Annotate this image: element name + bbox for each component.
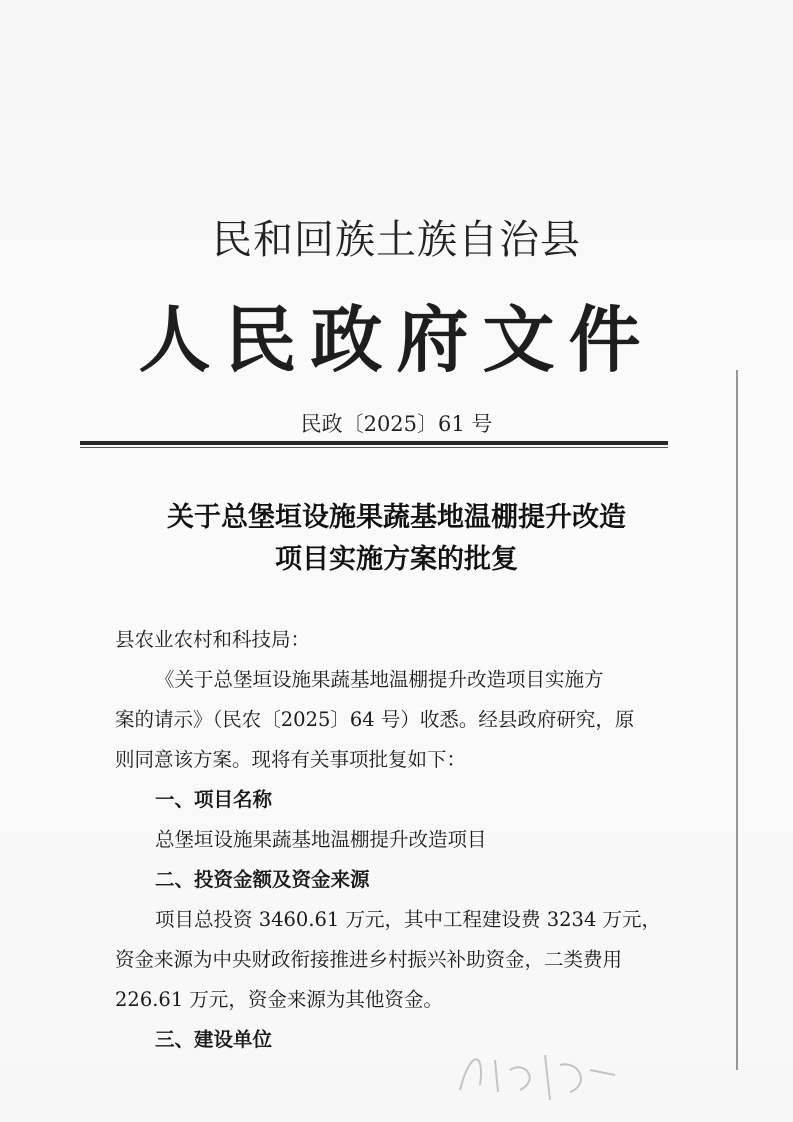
- addressee: 县农业农村和科技局：: [115, 628, 311, 651]
- section-1-heading: 一、项目名称: [155, 788, 273, 811]
- document-number: 民政〔2025〕61 号: [300, 412, 493, 436]
- title-line-2: 项目实施方案的批复: [275, 544, 518, 575]
- section-3-heading: 三、建设单位: [155, 1028, 273, 1051]
- scan-edge-line: [736, 370, 738, 1070]
- section-2-line-1: 项目总投资 3460.61 万元，其中工程建设费 3234 万元，: [155, 908, 662, 931]
- issuing-authority: 民和回族土族自治县: [212, 217, 581, 263]
- section-2-line-3: 226.61 万元，资金来源为其他资金。: [115, 988, 443, 1011]
- section-2-heading: 二、投资金额及资金来源: [155, 868, 370, 891]
- header-divider: [80, 441, 668, 445]
- document-body: [115, 620, 675, 1060]
- title-line-1: 关于总堡垣设施果蔬基地温棚提升改造: [167, 502, 626, 533]
- intro-line-3: 则同意该方案。现将有关事项批复如下：: [115, 748, 467, 771]
- section-1-text: 总堡垣设施果蔬基地温棚提升改造项目: [155, 828, 487, 851]
- header-divider-thin: [80, 447, 668, 448]
- section-2-line-2: 资金来源为中央财政衔接推进乡村振兴补助资金，二类费用: [115, 948, 623, 971]
- document-header-title: 人民政府文件: [138, 297, 655, 382]
- faint-signature-mark: [450, 1030, 630, 1110]
- intro-line-1: 《关于总堡垣设施果蔬基地温棚提升改造项目实施方: [155, 668, 604, 691]
- document-title: [0, 497, 793, 581]
- intro-line-2: 案的请示》（民农〔2025〕64 号）收悉。经县政府研究，原: [115, 708, 635, 731]
